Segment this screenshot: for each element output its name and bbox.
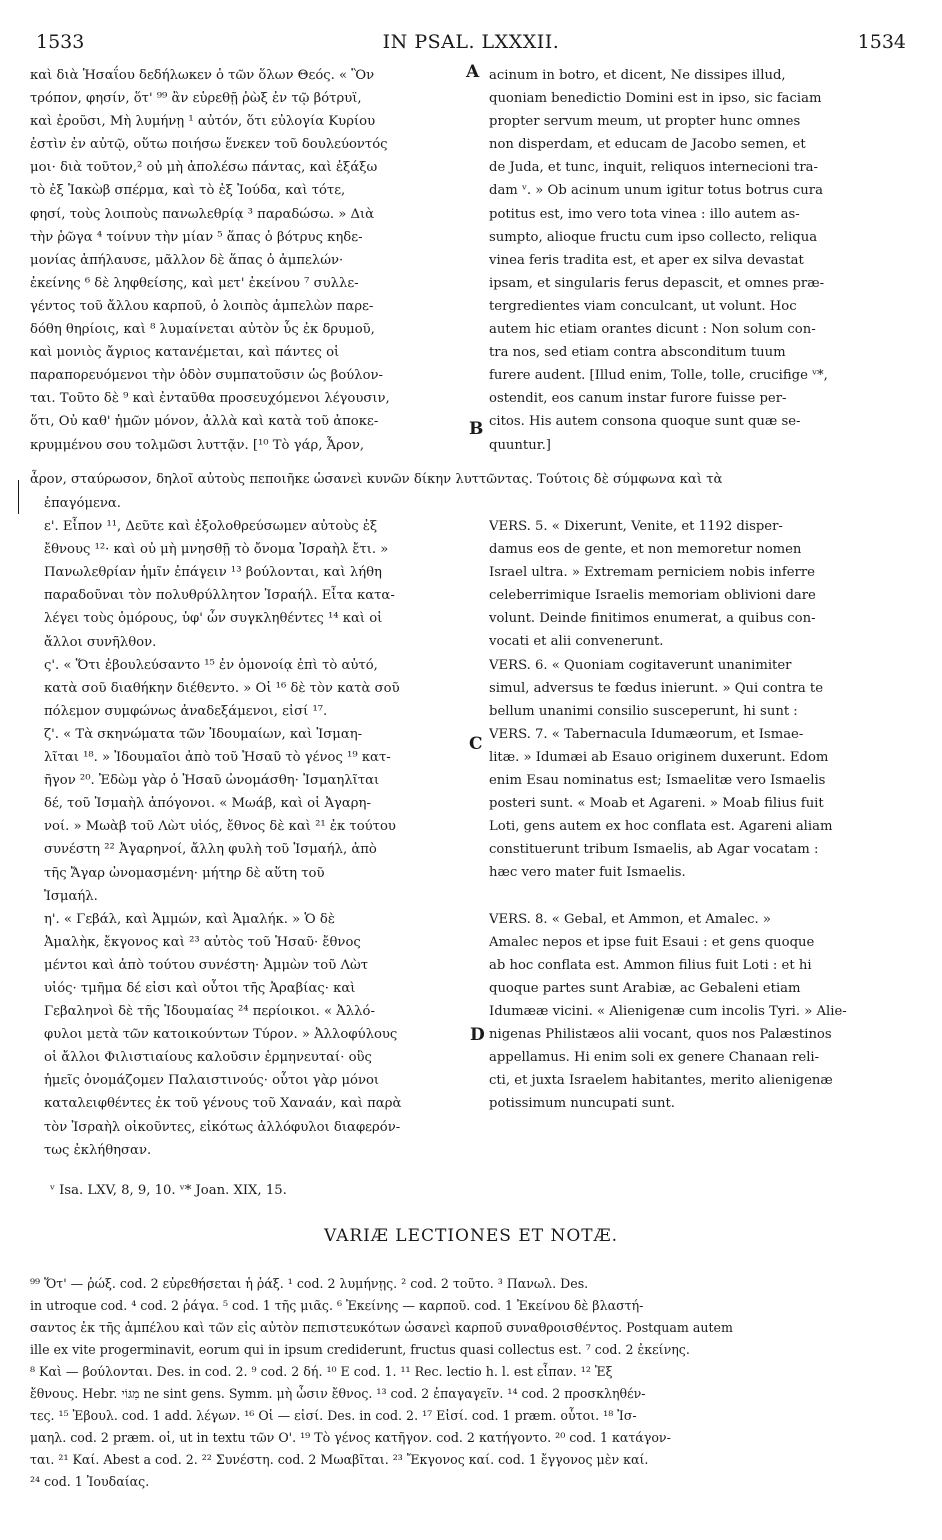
greek-text-line: τὸν Ἰσραὴλ οἰκοῦντες, εἰκότως ἀλλόφυλοι διαφερόν- (44, 1119, 401, 1135)
greek-text-line: ται. Τοῦτο δὲ ⁹ καὶ ἐνταῦθα προσευχόμενοι λέγουσιν, (30, 391, 390, 407)
latin-text-line: ab hoc conflata est. Ammon filius fuit Loti : et hi (489, 957, 812, 973)
latin-text-line: celeberrimique Israelis memoriam oblivioni dare (489, 588, 816, 604)
latin-text-line: vinea feris tradita est, et aper ex silva devastat (489, 252, 804, 268)
greek-text-line: Ἀμαλὴκ, ἔκγονος καὶ ²³ αὐτὸς τοῦ Ἡσαῦ· ἔθνος (44, 934, 361, 950)
latin-text-line: vocati et alii convenerunt. (489, 634, 664, 650)
latin-text-line: autem hic etiam orantes dicunt : Non solum con- (489, 322, 816, 338)
greek-text-line: ς'. « Ὅτι ἐβουλεύσαντο ¹⁵ ἐν ὁμονοίᾳ ἐπὶ τὸ αὐτό, (44, 657, 378, 673)
greek-text-line: μοι· διὰ τοῦτον,² οὐ μὴ ἀπολέσω πάντας, καὶ ἐξάξω (30, 160, 378, 176)
greek-text-line: τὸ ἐξ Ἰακὼβ σπέρμα, καὶ τὸ ἐξ Ἰούδα, καὶ τότε, (30, 183, 346, 199)
latin-column-top (489, 64, 914, 457)
latin-text-line: tra nos, sed etiam contra absconditum tuum (489, 345, 786, 361)
latin-text-line (489, 885, 914, 908)
full-width-line: ἆρον, σταύρωσον, δηλοῖ αὐτοὺς πεποιῆκε ὡσανεὶ κυνῶν δίκην λυττῶντας. Τούτοις δὲ σύμφωνα καὶ τὰ (30, 472, 723, 487)
greek-column-main (44, 492, 474, 1162)
latin-text-line: volunt. Deinde finitimos enumerat, a quibus con- (489, 611, 816, 627)
running-title: IN PSAL. LXXXII. (382, 31, 560, 53)
notes-heading: VARIÆ LECTIONES ET NOTÆ. (323, 1226, 619, 1246)
latin-text-line: propter servum meum, ut propter hunc omnes (489, 114, 801, 130)
margin-letter-c: C (469, 734, 483, 754)
greek-text-line: ἐκείνης ⁶ δὲ ληφθείσης, καὶ μετ' ἐκείνου ⁷ συλλε- (30, 275, 359, 291)
greek-text-line: ὅτι, Οὐ καθ' ἡμῶν μόνον, ἀλλὰ καὶ κατὰ τοῦ ἀποκε- (30, 414, 379, 430)
latin-text-line: simul, adversus te fœdus inierunt. » Qui contra te (489, 680, 824, 696)
latin-text-line: tergredientes viam conculcant, ut volunt. Hoc (489, 298, 797, 314)
margin-letter-d: D (470, 1025, 485, 1045)
note-line: μαηλ. cod. 2 præm. οἱ, ut in textu τῶν Ο'. ¹⁹ Τὸ γένος κατῆγον. cod. 2 κατήγοντο. ²⁰ cod. 1 κατάγον- (30, 1430, 671, 1445)
greek-text-line: Πανωλεθρίαν ἡμῖν ἐπάγειν ¹³ βούλονται, καὶ λήθη (44, 565, 382, 581)
latin-text-line: bellum unanimi consilio susceperunt, hi sunt : (489, 703, 798, 719)
latin-text-line: hæc vero mater fuit Ismaelis. (489, 865, 686, 881)
greek-text-line: δόθη θηρίοις, καὶ ⁸ λυμαίνεται αὐτὸν ὗς ἐκ δρυμοῦ, (30, 322, 375, 338)
greek-text-line: καὶ διὰ Ἡσαΐου δεδήλωκεν ὁ τῶν ὅλων Θεός. « Ὃν (30, 68, 375, 83)
latin-text-line: VERS. 5. « Dixerunt, Venite, et 1192 disper- (489, 519, 783, 534)
greek-text-line: ζ'. « Τὰ σκηνώματα τῶν Ἰδουμαίων, καὶ Ἰσμαη- (44, 726, 363, 742)
greek-text-line: οἱ ἄλλοι Φιλιστιαίους καλοῦσιν ἑρμηνευταί· οὓς (44, 1050, 372, 1066)
latin-text-line: non disperdam, et educam de Jacobo semen, et (489, 137, 806, 153)
latin-text-line: Amalec nepos et ipse fuit Esaui : et gens quoque (489, 934, 815, 950)
greek-text-line: πόλεμον συμφώνως ἀναδεξάμενοι, εἰσί ¹⁷. (44, 703, 328, 719)
greek-text-line: καταλειφθέντες ἐκ τοῦ γένους τοῦ Χαναάν, καὶ παρὰ (44, 1096, 402, 1112)
latin-text-line: VERS. 7. « Tabernacula Idumæorum, et Ismae- (489, 726, 804, 742)
note-line: ⁸ Καὶ — βούλονται. Des. in cod. 2. ⁹ cod. 2 δή. ¹⁰ E cod. 1. ¹¹ Rec. lectio h. l. est εἶπαν. ¹² Ἐξ (30, 1364, 613, 1379)
margin-rule (18, 480, 19, 514)
note-line: ται. ²¹ Καί. Abest a cod. 2. ²² Συνέστη. cod. 2 Μωαβῖται. ²³ Ἔκγονος καί. cod. 1 ἔγγονος μὲν καί. (30, 1452, 649, 1467)
greek-text-line: παραδοῦναι τὸν πολυθρύλλητον Ἰσραήλ. Εἶτα κατα- (44, 588, 395, 604)
greek-text-line: ἐστὶν ἐν αὐτῷ, οὕτω ποιήσω ἕνεκεν τοῦ δουλεύοντός (30, 137, 388, 153)
page-number-right: 1534 (857, 31, 906, 53)
note-line: σαντος ἐκ τῆς ἀμπέλου καὶ τῶν εἰς αὐτὸν πεπιστευκότων ὡσανεὶ καρποῦ συναθροισθέντος. Postquam autem (30, 1320, 733, 1335)
greek-text-line: τως ἐκλήθησαν. (44, 1142, 152, 1158)
latin-text-line: constituerunt tribum Ismaelis, ab Agar vocatam : (489, 842, 819, 858)
greek-text-line: η'. « Γεβάλ, καὶ Ἀμμών, καὶ Ἀμαλήκ. » Ὁ δὲ (44, 911, 335, 927)
greek-text-line: τῆς Ἄγαρ ὠνομασμένη· μήτηρ δὲ αὕτη τοῦ (44, 865, 325, 881)
latin-text-line: enim Esau nominatus est; Ismaelitæ vero Ismaelis (489, 773, 826, 789)
greek-text-line: Γεβαληνοὶ δὲ τῆς Ἰδουμαίας ²⁴ περίοικοι. « Ἀλλό- (44, 1004, 375, 1020)
greek-text-line: τὴν ῥῶγα ⁴ τοίνυν τὴν μίαν ⁵ ἅπας ὁ βότρυς κηδε- (30, 229, 363, 245)
note-line: τες. ¹⁵ Ἐβουλ. cod. 1 add. λέγων. ¹⁶ Οἱ — εἰσί. Des. in cod. 2. ¹⁷ Εἰσί. cod. 1 præm. οὗτοι. ¹⁸ Ἰσ- (30, 1408, 637, 1423)
latin-text-line: VERS. 8. « Gebal, et Ammon, et Amalec. » (489, 911, 771, 927)
latin-text-line: appellamus. Hi enim soli ex genere Chanaan reli- (489, 1050, 820, 1066)
greek-text-line: ἡμεῖς ὀνομάζομεν Παλαιστινούς· οὗτοι γὰρ μόνοι (44, 1073, 380, 1089)
latin-text-line: citos. His autem consona quoque sunt quæ se- (489, 414, 801, 430)
greek-text-line: φυλοι μετὰ τῶν κατοικούντων Τύρον. » Ἀλλοφύλους (44, 1027, 398, 1043)
latin-text-line: quoniam benedictio Domini est in ipso, sic faciam (489, 91, 822, 107)
greek-text-line: κατὰ σοῦ διαθήκην διέθεντο. » Οἱ ¹⁶ δὲ τὸν κατὰ σοῦ (44, 680, 400, 696)
latin-text-line: sumpto, alioque fructu cum ipso collecto, reliqua (489, 229, 818, 245)
greek-text-line: κρυμμένου σου τολμῶσι λυττᾷν. [¹⁰ Τὸ γάρ, Ἆρον, (30, 437, 365, 453)
greek-text-line: μέντοι καὶ ἀπὸ τούτου συνέστη· Ἀμμὼν τοῦ Λὼτ (44, 957, 369, 973)
latin-text-line: ostendit, eos canum instar furore fuisse per- (489, 391, 787, 407)
latin-text-line: VERS. 6. « Quoniam cogitaverunt unanimiter (489, 657, 792, 673)
greek-text-line: μονίας ἀπήλαυσε, μᾶλλον δὲ ἅπας ὁ ἀμπελών· (30, 252, 344, 268)
latin-text-line: quoque partes sunt Arabiæ, ac Gebaleni etiam (489, 980, 801, 996)
greek-text-line: υἱός· τμῆμα δέ εἰσι καὶ οὗτοι τῆς Ἀραβίας· καὶ (44, 980, 356, 996)
latin-text-line: posteri sunt. « Moab et Agareni. » Moab filius fuit (489, 796, 824, 812)
greek-text-line: φησί, τοὺς λοιποὺς πανωλεθρίᾳ ³ παραδώσω. » Διὰ (30, 206, 375, 222)
scripture-references: ᵛ Isa. LXV, 8, 9, 10. ᵛ* Joan. XIX, 15. (50, 1183, 287, 1198)
latin-text-line: damus eos de gente, et non memoretur nomen (489, 542, 802, 558)
greek-text-line: ἐπαγόμενα. (44, 496, 121, 511)
greek-text-line: νοί. » Μωὰβ τοῦ Λὼτ υἱός, ἔθνος δὲ καὶ ²¹ ἐκ τούτου (44, 819, 396, 835)
greek-text-line: ἄλλοι συνῆλθον. (44, 634, 157, 650)
greek-text-line: λῖται ¹⁸. » Ἰδουμαῖοι ἀπὸ τοῦ Ἡσαῦ τὸ γένος ¹⁹ κατ- (44, 750, 391, 766)
greek-text-line: καὶ μονιὸς ἄγριος κατανέμεται, καὶ πάντες οἱ (30, 345, 340, 361)
latin-text-line: potitus est, imo vero tota vinea : illo autem as- (489, 206, 800, 222)
variant-readings-notes (30, 1273, 920, 1493)
latin-text-line: de Juda, et tunc, inquit, reliquos internecioni tra- (489, 160, 818, 176)
greek-text-line: ἔθνους ¹²· καὶ οὐ μὴ μνησθῇ τὸ ὄνομα Ἰσραὴλ ἔτι. » (44, 542, 389, 558)
greek-text-line: τρόπον, φησίν, ὅτ' ⁹⁹ ἂν εὑρεθῇ ῥὼξ ἐν τῷ βότρυϊ, (30, 91, 362, 107)
greek-text-line: ε'. Εἶπον ¹¹, Δεῦτε καὶ ἐξολοθρεύσωμεν αὐτοὺς ἐξ (44, 519, 378, 535)
latin-text-line: quuntur.] (489, 437, 551, 453)
latin-text-line: ipsam, et singularis ferus depascit, et omnes præ- (489, 275, 825, 291)
latin-text-line: acinum in botro, et dicent, Ne dissipes illud, (489, 68, 786, 83)
latin-text-line: Israel ultra. » Extremam perniciem nobis inferre (489, 565, 815, 581)
note-line: ille ex vite progerminavit, eorum qui in ipsum crediderunt, fructus quasi collectus est. ⁷ cod. 2 ἐκείνης. (30, 1342, 690, 1357)
page-number-left: 1533 (36, 31, 85, 53)
latin-text-line: dam ᵛ. » Ob acinum unum igitur totus botrus cura (489, 183, 823, 199)
greek-text-line: γέντος τοῦ ἄλλου καρποῦ, ὁ λοιπὸς ἀμπελὼν παρε- (30, 298, 374, 314)
note-line: ⁹⁹ Ὅτ' — ῥώξ. cod. 2 εὑρεθήσεται ἡ ῥάξ. ¹ cod. 2 λυμήνῃς. ² cod. 2 τοῦτο. ³ Πανωλ. Des. (30, 1276, 589, 1291)
latin-text-line: nigenas Philistæos alii vocant, quos nos Palæstinos (489, 1027, 832, 1043)
latin-column-main (489, 515, 914, 1115)
latin-text-line: furere audent. [Illud enim, Tolle, tolle, crucifige ᵛ*, (489, 368, 828, 384)
note-line: ἔθνους. Hebr. מִגּוֹי ne sint gens. Symm. μὴ ὦσιν ἔθνος. ¹³ cod. 2 ἐπαγαγεῖν. ¹⁴ cod. 2 προσκληθέν- (30, 1386, 646, 1401)
latin-text-line: litæ. » Idumæi ab Esauo originem duxerunt. Edom (489, 749, 829, 765)
greek-text-line: συνέστη ²² Ἀγαρηνοί, ἄλλη φυλὴ τοῦ Ἰσμαήλ, ἀπὸ (44, 842, 377, 858)
margin-letter-b: B (469, 419, 484, 439)
greek-text-line: Ἰσμαήλ. (44, 888, 98, 904)
latin-text-line: Loti, gens autem ex hoc conflata est. Agareni aliam (489, 819, 833, 835)
greek-text-line: λέγει τοὺς ὁμόρους, ὑφ' ὧν συγκληθέντες ¹⁴ καὶ οἱ (44, 611, 383, 627)
greek-column-top (30, 64, 480, 457)
latin-text-line: Idumææ vicini. « Alienigenæ cum incolis Tyri. » Alie- (489, 1003, 847, 1019)
margin-letter-a: A (466, 62, 480, 82)
greek-text-line: δέ, τοῦ Ἰσμαὴλ ἀπόγονοι. « Μωάβ, καὶ οἱ Ἀγαρη- (44, 796, 371, 812)
latin-text-line: potissimum nuncupati sunt. (489, 1096, 675, 1112)
greek-text-line: παραπορευόμενοι τὴν ὁδὸν συμπατοῦσιν ὡς βούλον- (30, 368, 384, 384)
note-line: ²⁴ cod. 1 Ἰουδαίας. (30, 1474, 150, 1489)
greek-text-line: ῆγον ²⁰. Ἐδὼμ γὰρ ὁ Ἡσαῦ ὠνομάσθη· Ἰσμαηλῖται (44, 773, 380, 789)
greek-text-line: καὶ ἐροῦσι, Μὴ λυμήνῃ ¹ αὐτόν, ὅτι εὐλογία Κυρίου (30, 114, 376, 130)
latin-text-line: cti, et juxta Israelem habitantes, merito alienigenæ (489, 1073, 833, 1089)
note-line: in utroque cod. ⁴ cod. 2 ῥάγα. ⁵ cod. 1 τῆς μιᾶς. ⁶ Ἐκείνης — καρποῦ. cod. 1 Ἐκείνου δὲ βλαστή- (30, 1298, 644, 1313)
